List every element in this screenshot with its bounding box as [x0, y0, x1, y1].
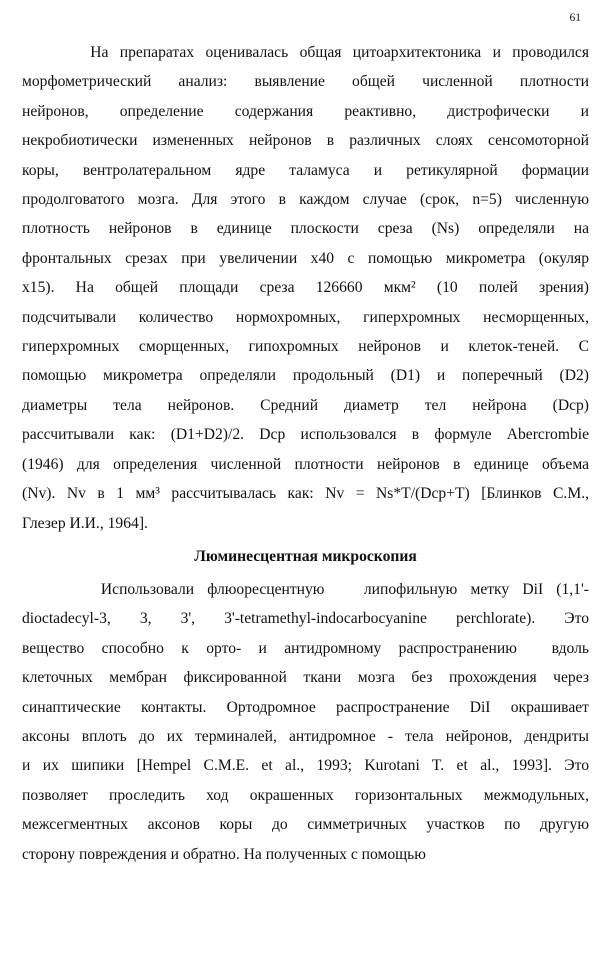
text-line: клеточных мембран фиксированной ткани мозга без прохождения через [22, 669, 589, 687]
text-line: (Nv). Nv в 1 мм³ рассчитывалась как: Nv = Ns*T/(Dcp+T) [Блинков С.М., [22, 485, 589, 503]
text-line: x15). На общей площади среза 126660 мкм² (10 полей зрения) [22, 279, 589, 297]
text-line: позволяет проследить ход окрашенных горизонтальных межмодульных, [22, 786, 589, 804]
section-heading: Люминесцентная микроскопия [194, 548, 417, 565]
paragraph-methods-morphometry [22, 38, 589, 538]
text-line: помощью микрометра определяли продольный (D1) и поперечный (D2) [22, 367, 589, 385]
text-line: На препаратах оценивалась общая цитоархитектоника и проводился [22, 44, 589, 61]
text-line: Использовали флюоресцентную липофильную метку DiI (1,1'- [22, 581, 589, 598]
text-line: подсчитывали количество нормохромных, гиперхромных несморщенных, [22, 308, 589, 326]
text-line: плотность нейронов в единице плоскости среза (Ns) определяли на [22, 220, 589, 238]
text-line: dioctadecyl-3, 3, 3', 3'-tetramethyl-indocarbocyanine perchlorate). Это [22, 610, 589, 628]
text-line: аксоны вплоть до их терминалей, антидромное - тела нейронов, дендриты [22, 728, 589, 746]
paragraph-luminescent-microscopy [22, 575, 589, 869]
text-line: синаптические контакты. Ортодромное распространение DiI окрашивает [22, 698, 589, 716]
text-line: нейронов, определение содержания реактивно, дистрофически и [22, 102, 589, 120]
text-line: (1946) для определения численной плотности нейронов в единице объема [22, 455, 589, 473]
text-line: некробиотически измененных нейронов в различных слоях сенсомоторной [22, 132, 589, 150]
text-line: продолговатого мозга. Для этого в каждом случае (срок, n=5) численную [22, 191, 589, 209]
text-line: вещество способно к орто- и антидромному распространению вдоль [22, 639, 589, 657]
text-line: и их шипики [Hempel C.M.E. et al., 1993; Kurotani T. et al., 1993]. Это [22, 757, 589, 775]
text-line: межсегментных аксонов коры до симметричных участков по другую [22, 816, 589, 834]
text-line: рассчитывали как: (D1+D2)/2. Dcp использовался в формуле Abercrombie [22, 426, 589, 444]
page-number: 61 [569, 12, 581, 24]
text-line: морфометрический анализ: выявление общей численной плотности [22, 73, 589, 91]
text-line: диаметры тела нейронов. Средний диаметр тел нейрона (Dcp) [22, 396, 589, 414]
text-line: сторону повреждения и обратно. На полученных с помощью [22, 845, 426, 863]
text-line: фронтальных срезах при увеличении x40 с помощью микрометра (окуляр [22, 249, 589, 267]
text-line: коры, вентролатеральном ядре таламуса и ретикулярной формации [22, 161, 589, 179]
text-line: гиперхромных сморщенных, гипохромных нейронов и клеток-теней. С [22, 338, 589, 356]
text-line: Глезер И.И., 1964]. [22, 514, 148, 532]
